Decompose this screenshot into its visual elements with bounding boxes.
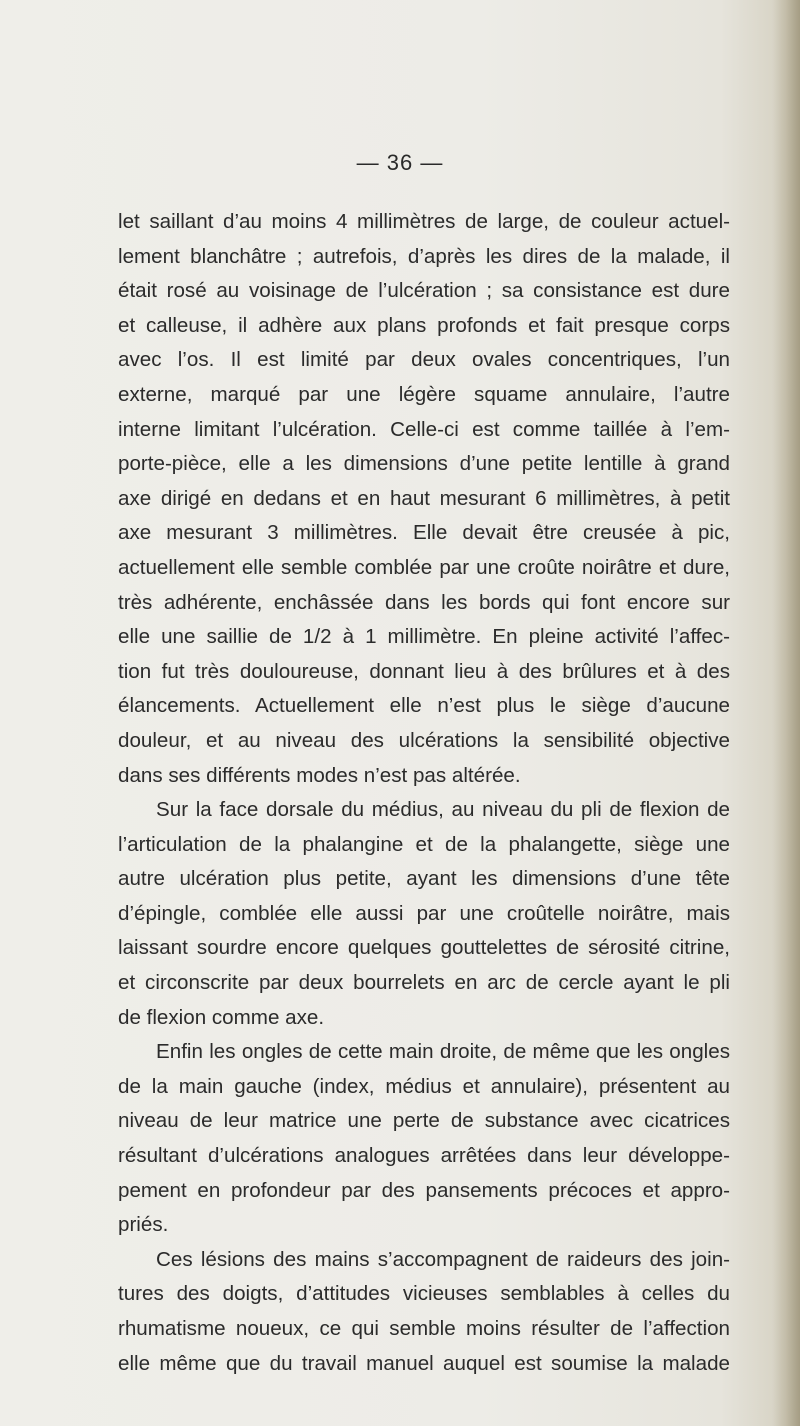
text-line: Enfin les ongles de cette main droite, de même que les ongles xyxy=(156,1040,730,1064)
text-line: tures des doigts, d’attitudes vicieuses semblables à celles du xyxy=(118,1282,730,1306)
text-line: niveau de leur matrice une perte de substance avec cicatrices xyxy=(118,1109,730,1133)
text-line: dans ses différents modes n’est pas altérée. xyxy=(118,763,521,787)
text-line: pement en profondeur par des pansements précoces et appro- xyxy=(118,1178,730,1202)
text-line: porte-pièce, elle a les dimensions d’une petite lentille à grand xyxy=(118,452,730,476)
text-line: douleur, et au niveau des ulcérations la sensibilité objective xyxy=(118,728,730,752)
text-line: Sur la face dorsale du médius, au niveau du pli de flexion de xyxy=(156,798,730,822)
text-line: d’épingle, comblée elle aussi par une croûtelle noirâtre, mais xyxy=(118,901,730,925)
text-line: de la main gauche (index, médius et annulaire), présentent au xyxy=(118,1074,730,1098)
text-line: Ces lésions des mains s’accompagnent de raideurs des join- xyxy=(156,1247,730,1271)
text-line: était rosé au voisinage de l’ulcération ; sa consistance est dure xyxy=(118,279,730,303)
text-line: tion fut très douloureuse, donnant lieu à des brûlures et à des xyxy=(118,659,730,683)
page-edge-shadow xyxy=(772,0,800,1426)
text-line: priés. xyxy=(118,1213,169,1237)
text-line: actuellement elle semble comblée par une croûte noirâtre et dure, xyxy=(118,555,730,579)
text-line: elle même que du travail manuel auquel est soumise la malade xyxy=(118,1351,730,1375)
text-line: axe mesurant 3 millimètres. Elle devait être creusée à pic, xyxy=(118,521,730,545)
text-line: et calleuse, il adhère aux plans profonds et fait presque corps xyxy=(118,313,730,337)
text-line: rhumatisme noueux, ce qui semble moins résulter de l’affection xyxy=(118,1317,730,1340)
text-line: axe dirigé en dedans et en haut mesurant 6 millimètres, à petit xyxy=(118,486,730,510)
text-line: laissant sourdre encore quelques gouttelettes de sérosité citrine, xyxy=(118,936,730,960)
page-number: — 36 — xyxy=(356,150,444,175)
text-line: l’articulation de la phalangine et de la phalangette, siège une xyxy=(118,832,730,856)
text-line: très adhérente, enchâssée dans les bords qui font encore sur xyxy=(118,590,730,614)
text-line: externe, marqué par une légère squame annulaire, l’autre xyxy=(118,382,730,406)
text-line: interne limitant l’ulcération. Celle-ci est comme taillée à l’em- xyxy=(118,417,730,441)
text-line: autre ulcération plus petite, ayant les dimensions d’une tête xyxy=(118,867,730,891)
text-line: élancements. Actuellement elle n’est plus le siège d’aucune xyxy=(118,694,730,718)
text-line: elle une saillie de 1/2 à 1 millimètre. En pleine activité l’affec- xyxy=(118,625,730,649)
text-line: avec l’os. Il est limité par deux ovales concentriques, l’un xyxy=(118,348,730,372)
body-text xyxy=(118,205,730,1381)
text-line: résultant d’ulcérations analogues arrêtées dans leur développe- xyxy=(118,1144,730,1168)
text-line: de flexion comme axe. xyxy=(118,1005,325,1029)
text-line: let saillant d’au moins 4 millimètres de large, de couleur actuel- xyxy=(118,210,730,233)
text-line: et circonscrite par deux bourrelets en arc de cercle ayant le pli xyxy=(118,971,730,995)
text-line: lement blanchâtre ; autrefois, d’après les dires de la malade, il xyxy=(118,244,730,268)
